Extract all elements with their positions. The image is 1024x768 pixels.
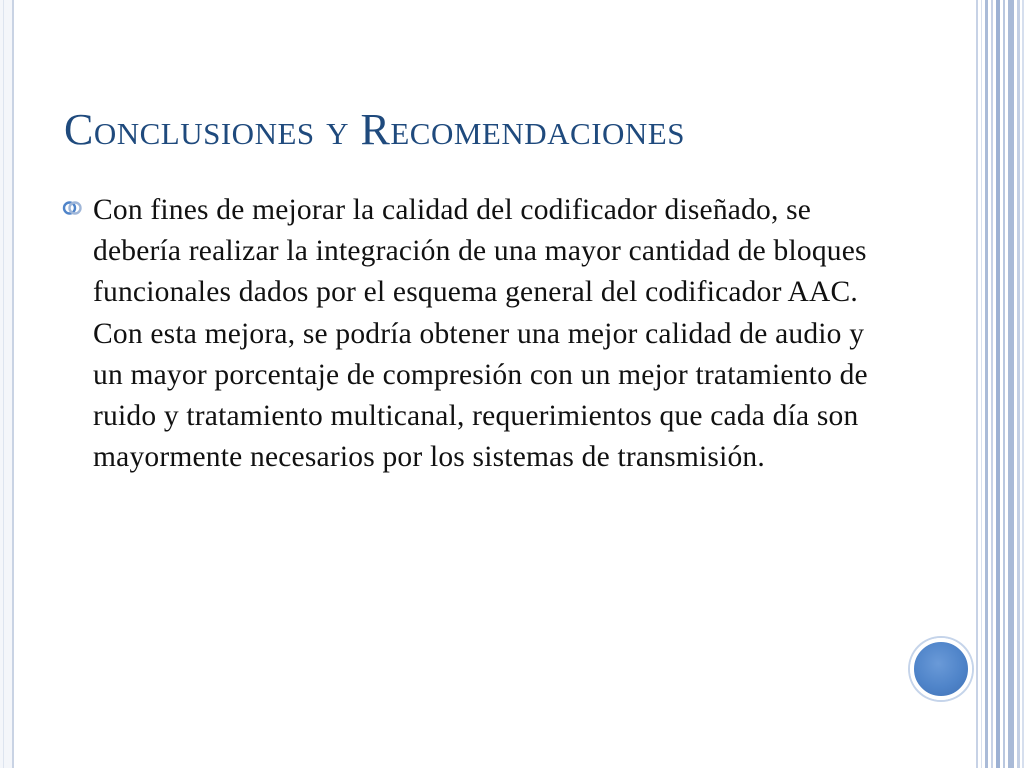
ring-bullet-icon [62, 200, 82, 216]
decorative-circle [910, 638, 972, 700]
stripe [1008, 0, 1014, 768]
stripe [991, 0, 993, 768]
bullet-text: Con fines de mejorar la calidad del codificador diseñado, se debería realizar la integración de una mayor cantidad de bloques funcionales dados por el esquema general del codificador AAC. Con esta mejora, se podría obtener una mejor calidad de audio y un mayor porcentaje de compresión con un mejor tratamiento de ruido y tratamiento multicanal, requerimientos que cada día son mayormente necesarios por los sistemas de transmisión. [93, 194, 868, 474]
stripe [985, 0, 988, 768]
bullet-item [60, 190, 890, 478]
stripe [976, 0, 978, 768]
slide-title: Conclusiones y Recomendaciones [64, 105, 685, 154]
stripe [996, 0, 1000, 768]
stripe [1017, 0, 1020, 768]
stripe [981, 0, 982, 768]
stripe [1003, 0, 1005, 768]
slide-body [60, 190, 890, 478]
right-stripe-border [976, 0, 1024, 768]
left-frame-border [0, 0, 14, 768]
